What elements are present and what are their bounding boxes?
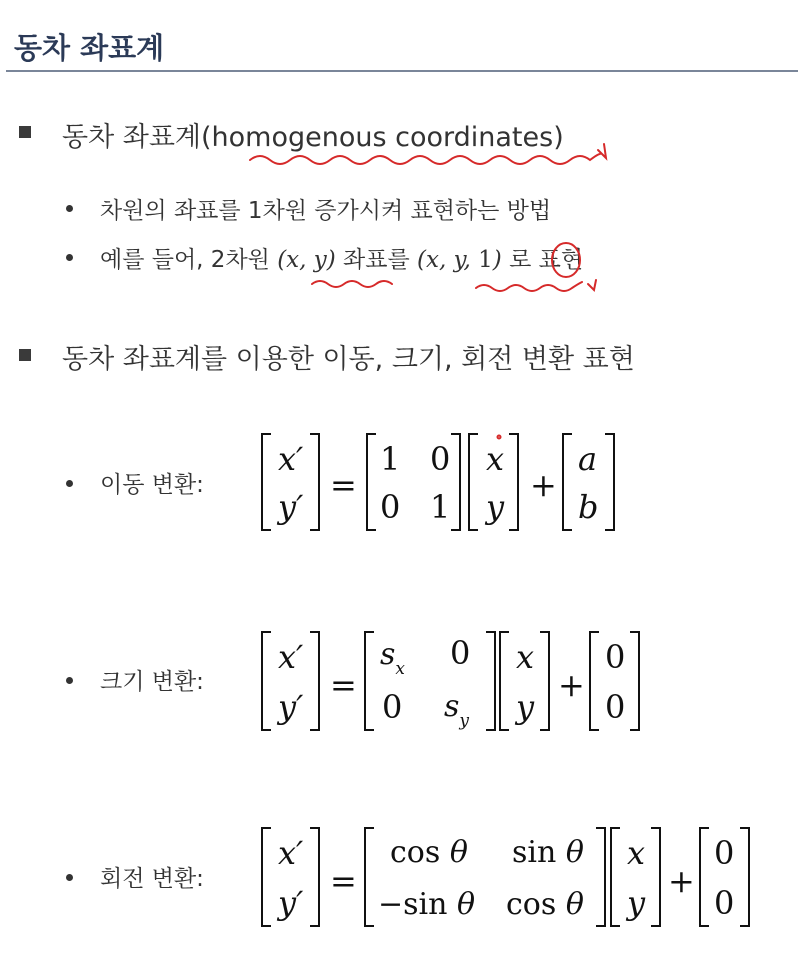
plus-sign: + xyxy=(668,862,695,900)
scale-sy xyxy=(444,689,469,731)
bullet-transform-heading: 동차 좌표계를 이용한 이동, 크기, 회전 변환 표현 xyxy=(62,344,635,375)
minus-sign: − xyxy=(378,887,404,922)
translation-equation xyxy=(250,426,630,536)
matrix-cell: 0 xyxy=(430,440,451,478)
matrix-zero: 0 xyxy=(382,688,403,726)
lhs-y-prime: y′ xyxy=(278,884,304,922)
scale-sx xyxy=(380,637,405,679)
dot-bullet-icon xyxy=(66,480,73,487)
scale-s-symbol: s xyxy=(380,637,396,672)
lhs-y-prime: y′ xyxy=(278,688,304,726)
neg-sin-theta xyxy=(378,887,475,922)
cos-fn: cos xyxy=(506,887,557,922)
offset-zero: 0 xyxy=(605,688,626,726)
vector-y: y xyxy=(486,488,505,526)
arrow-tick xyxy=(588,280,596,290)
equals-sign: = xyxy=(330,666,357,704)
vector-x: x xyxy=(627,834,646,872)
example-middle: 좌표를 xyxy=(335,247,418,273)
cos-fn: cos xyxy=(390,835,441,870)
dot-bullet-icon xyxy=(66,254,73,261)
dot-bullet-icon xyxy=(66,205,73,212)
vector-x: x xyxy=(516,638,535,676)
translation-label: 이동 변환: xyxy=(100,472,204,498)
scale-y-subscript: y xyxy=(459,711,470,731)
bullet-homogeneous xyxy=(62,115,564,154)
offset-a: a xyxy=(578,440,598,478)
lhs-y-prime: y′ xyxy=(278,488,304,526)
scale-x-subscript: x xyxy=(395,659,405,679)
sin-fn: sin xyxy=(512,835,557,870)
rotation-label: 회전 변환: xyxy=(100,866,204,892)
theta-symbol: θ xyxy=(449,835,468,870)
scaling-equation xyxy=(250,624,650,740)
arrow-tick xyxy=(598,144,606,158)
theta-symbol: θ xyxy=(565,835,584,870)
underline-squiggle xyxy=(312,281,392,287)
matrix-cell: 1 xyxy=(430,488,451,526)
coord-2d: (x, y) xyxy=(277,247,336,273)
lhs-x-prime: x′ xyxy=(278,440,304,478)
offset-zero: 0 xyxy=(714,834,735,872)
matrix-zero: 0 xyxy=(450,634,471,672)
sub-bullet-definition: 차원의 좌표를 1차원 증가시켜 표현하는 방법 xyxy=(100,198,552,224)
underline-squiggle xyxy=(476,282,582,291)
equals-sign: = xyxy=(330,466,357,504)
offset-zero: 0 xyxy=(605,638,626,676)
vector-y: y xyxy=(627,884,646,922)
coord-3d-one: 1 xyxy=(478,247,493,273)
sub-bullet-example xyxy=(100,241,583,274)
example-suffix: 로 표현 xyxy=(501,247,584,273)
cos-theta xyxy=(390,835,468,870)
cos-theta xyxy=(506,887,584,922)
square-bullet-icon xyxy=(19,349,31,361)
vector-y: y xyxy=(516,688,535,726)
dot-bullet-icon xyxy=(66,677,73,684)
lhs-x-prime: x′ xyxy=(278,638,304,676)
matrix-cell: 0 xyxy=(380,488,401,526)
underline-squiggle xyxy=(250,154,600,164)
scaling-label: 크기 변환: xyxy=(100,669,204,695)
example-prefix: 예를 들어, 2차원 xyxy=(100,247,278,273)
theta-symbol: θ xyxy=(457,887,476,922)
sin-theta xyxy=(512,835,584,870)
vector-x: x xyxy=(486,440,505,478)
equals-sign: = xyxy=(330,862,357,900)
page-title: 동차 좌표계 xyxy=(14,31,165,65)
lhs-x-prime: x′ xyxy=(278,834,304,872)
plus-sign: + xyxy=(530,466,557,504)
sin-fn: sin xyxy=(403,887,448,922)
title-divider xyxy=(6,70,798,72)
rotation-equation xyxy=(250,820,750,936)
bullet-homogeneous-english: (homogenous coordinates) xyxy=(201,122,564,153)
matrix-cell: 1 xyxy=(380,440,401,478)
bullet-homogeneous-prefix: 동차 좌표계 xyxy=(62,122,201,153)
offset-zero: 0 xyxy=(714,884,735,922)
plus-sign: + xyxy=(558,666,585,704)
coord-3d-close: ) xyxy=(492,247,502,273)
scale-s-symbol: s xyxy=(444,689,460,724)
coord-3d-open: (x, y, xyxy=(417,247,479,273)
dot-bullet-icon xyxy=(66,874,73,881)
square-bullet-icon xyxy=(19,126,31,138)
offset-b: b xyxy=(578,488,599,526)
theta-symbol: θ xyxy=(565,887,584,922)
